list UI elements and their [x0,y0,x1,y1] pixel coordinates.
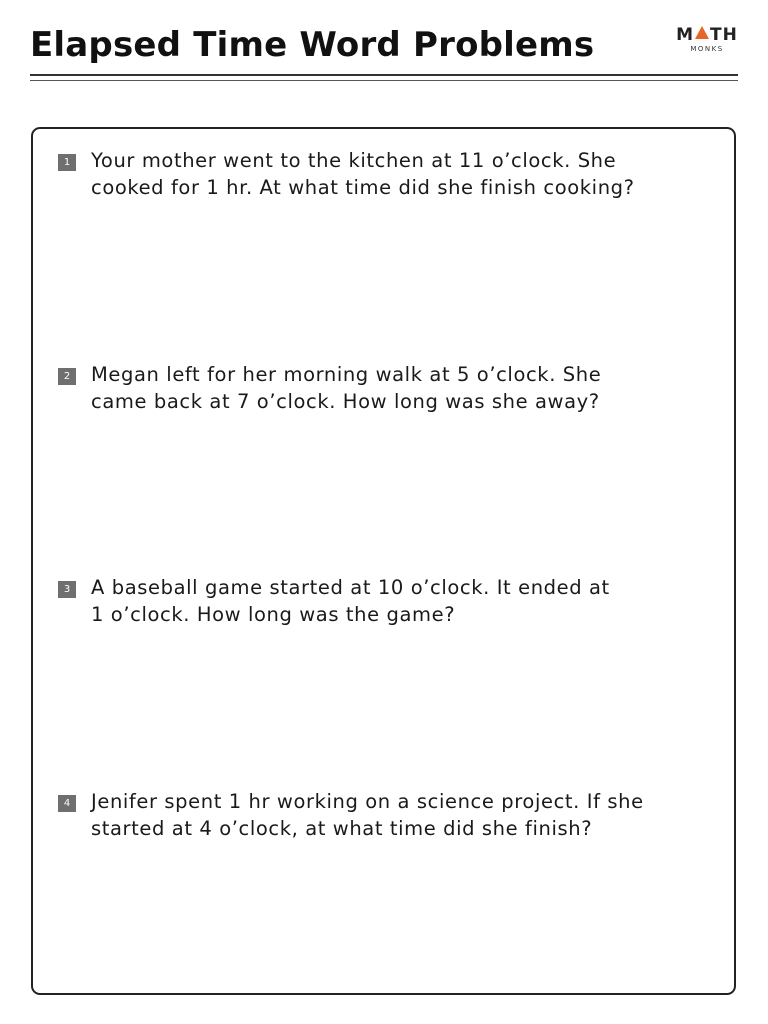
header-divider-thin [30,80,738,81]
problems-frame [31,127,736,995]
problem-number-badge: 3 [58,581,76,598]
problem-number-badge: 1 [58,154,76,171]
logo-text-left: M [676,25,695,45]
problem-text-line: 1 o’clock. How long was the game? [91,603,456,626]
problem-number-badge: 2 [58,368,76,385]
triangle-a-icon [695,26,709,39]
problem-text-line: Your mother went to the kitchen at 11 o’clock. She [91,149,617,172]
problem-text-line: Jenifer spent 1 hr working on a science project. If she [91,790,644,813]
problem-text [91,788,736,842]
problem-text [91,574,736,628]
problem-text [91,147,736,201]
problem-text-line: started at 4 o’clock, at what time did she finish? [91,817,593,840]
logo-wordmark [672,26,742,44]
logo-text-right: TH [710,25,738,45]
page-title: Elapsed Time Word Problems [30,25,595,65]
logo-subtext: MONKS [690,45,724,53]
problem-number-badge: 4 [58,795,76,812]
problem-text-line: Megan left for her morning walk at 5 o’clock. She [91,363,602,386]
problem-text [91,361,736,415]
problem-text-line: cooked for 1 hr. At what time did she finish cooking? [91,176,635,199]
brand-logo [672,26,742,58]
header-divider-thick [30,74,738,76]
problem-text-line: came back at 7 o’clock. How long was she away? [91,390,600,413]
problem-text-line: A baseball game started at 10 o’clock. It ended at [91,576,610,599]
